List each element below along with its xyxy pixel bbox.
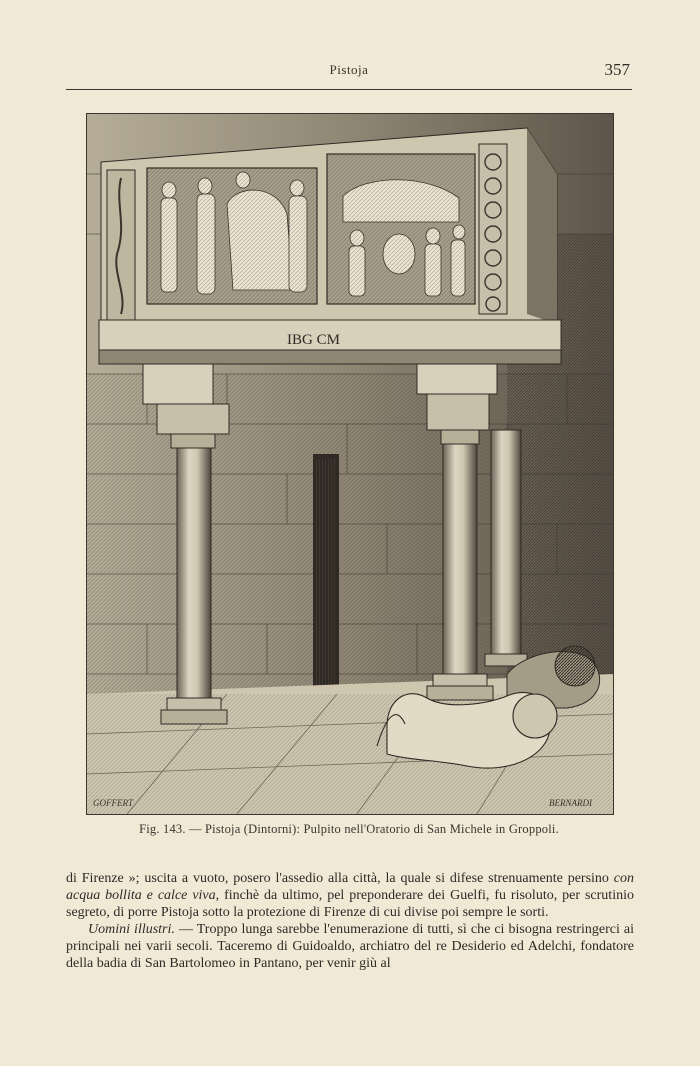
pulpit-inscription: IBG CM xyxy=(287,332,340,348)
section-heading-italic: Uomini illustri. xyxy=(88,922,175,937)
figure-caption: Fig. 143. — Pistoja (Dintorni): Pulpito nell'Oratorio di San Michele in Groppoli. xyxy=(139,822,559,836)
paragraph-2: Uomini illustri. — Troppo lunga sarebbe l'enumerazione di tutti, sì che ci bisogna restringerci ai principali nei varii secoli. Taceremo di Guidoaldo, archiatro del re Desiderio ed Adelchi, fondatore della badia di San Bartolomeo in Pantano, per venir giù al xyxy=(66,922,634,971)
engraver-signature-left: GOFFERT xyxy=(93,798,133,808)
pulpit-engraving xyxy=(86,113,614,815)
body-text xyxy=(66,870,634,972)
paragraph-1: di Firenze »; uscita a vuoto, posero l'assedio alla città, la quale si difese strenuamente persino con acqua bollita e calce viva, finchè da ultimo, pel preponderare dei Guelfi, fu risoluto, per scrutinio segreto, di porre Pistoja sotto la protezione di Firenze di cui divise poi sempre le sorti. xyxy=(66,871,634,920)
page-number: 357 xyxy=(604,60,630,79)
running-title: Pistoja xyxy=(329,62,369,77)
engraver-signature-right: BERNARDI xyxy=(549,798,592,808)
running-head xyxy=(66,60,632,86)
italic-phrase: con acqua bollita e calce viva xyxy=(66,871,634,903)
header-rule xyxy=(66,89,632,90)
